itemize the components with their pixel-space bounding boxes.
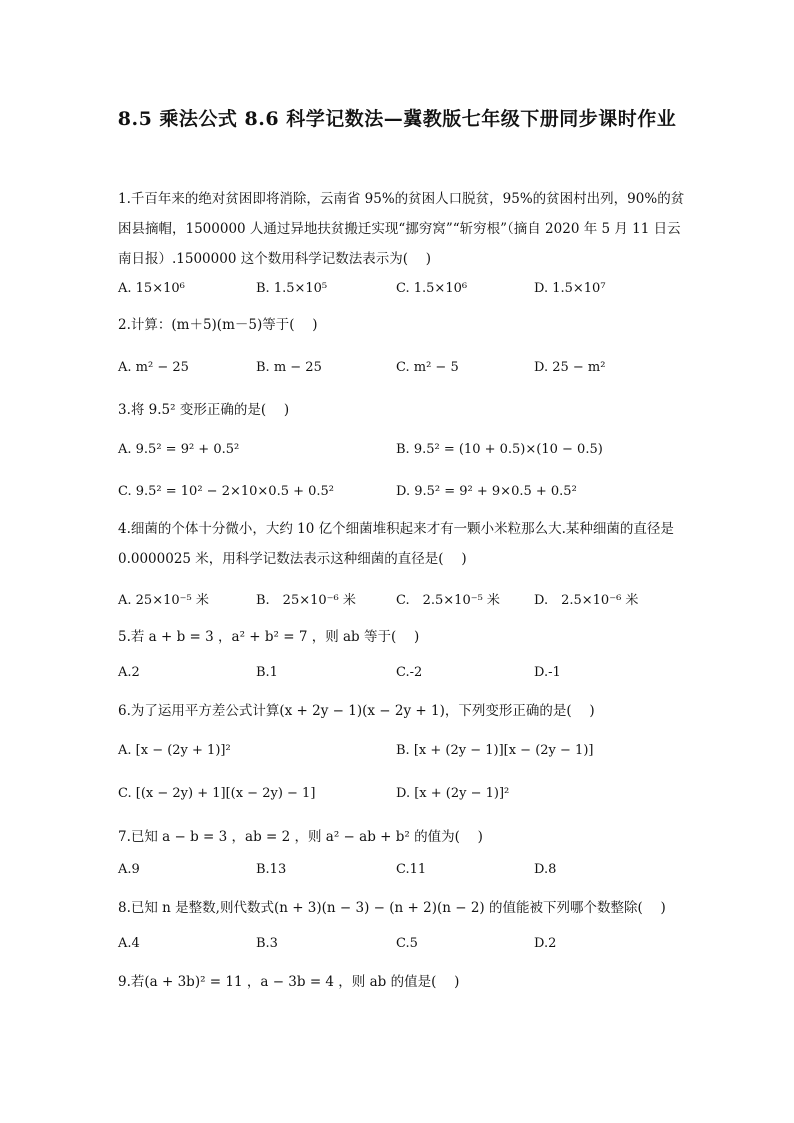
question-4-option-b[interactable]: B. 25×10⁻⁶ 米	[256, 593, 356, 608]
question-8-option-c[interactable]: C.5	[396, 936, 418, 951]
question-1-options	[118, 281, 698, 303]
question-3-option-b[interactable]: B. 9.5² = (10 + 0.5)×(10 − 0.5)	[396, 442, 603, 457]
question-6-option-d[interactable]: D. [x + (2y − 1)]²	[396, 786, 510, 801]
question-6-stem: 6.为了运用平方差公式计算(x + 2y − 1)(x − 2y + 1)，下列变形正确的是( )	[118, 703, 595, 719]
question-8-options	[118, 936, 698, 958]
question-9-stem: 9.若(a + 3b)² = 11 ，a − 3b = 4 ，则 ab 的值是( )	[118, 974, 460, 990]
question-4-option-a[interactable]: A. 25×10⁻⁵ 米	[118, 593, 209, 608]
question-6-option-a[interactable]: A. [x − (2y + 1)]²	[118, 743, 231, 758]
question-1-option-c[interactable]: C. 1.5×10⁶	[396, 281, 468, 296]
question-3-options-row2	[118, 484, 698, 506]
question-5-option-d[interactable]: D.-1	[534, 665, 561, 680]
question-6-option-b[interactable]: B. [x + (2y − 1)][x − (2y − 1)]	[396, 743, 594, 758]
question-4-stem: 4.细菌的个体十分微小，大约 10 亿个细菌堆积起来才有一颗小米粒那么大.某种细菌的直径是 0.0000025 米，用科学记数法表示这种细菌的直径是( )	[118, 521, 674, 567]
question-8-option-a[interactable]: A.4	[118, 936, 140, 951]
question-7-option-c[interactable]: C.11	[396, 862, 427, 877]
page-title: 8.5 乘法公式 8.6 科学记数法—冀教版七年级下册同步课时作业	[117, 108, 677, 130]
question-3-stem: 3.将 9.5² 变形正确的是( )	[118, 402, 290, 418]
question-7-options	[118, 862, 698, 884]
question-1-option-b[interactable]: B. 1.5×10⁵	[256, 281, 328, 296]
question-2-stem: 2.计算：(m＋5)(m－5)等于( )	[118, 317, 318, 333]
question-2-option-d[interactable]: D. 25 − m²	[534, 360, 606, 375]
question-4-options	[118, 589, 698, 611]
question-5-option-a[interactable]: A.2	[118, 665, 140, 680]
question-3-option-d[interactable]: D. 9.5² = 9² + 9×0.5 + 0.5²	[396, 484, 577, 499]
question-5-option-b[interactable]: B.1	[256, 665, 278, 680]
question-3-option-a[interactable]: A. 9.5² = 9² + 0.5²	[118, 442, 240, 457]
question-3-options-row1	[118, 442, 698, 464]
question-3-option-c[interactable]: C. 9.5² = 10² − 2×10×0.5 + 0.5²	[118, 484, 335, 499]
question-8-option-d[interactable]: D.2	[534, 936, 557, 951]
question-2-option-b[interactable]: B. m − 25	[256, 360, 322, 375]
question-2-option-a[interactable]: A. m² − 25	[118, 360, 189, 375]
question-7-option-d[interactable]: D.8	[534, 862, 557, 877]
question-6-option-c[interactable]: C. [(x − 2y) + 1][(x − 2y) − 1]	[118, 786, 316, 801]
question-6-options-row1	[118, 743, 698, 765]
question-1-option-d[interactable]: D. 1.5×10⁷	[534, 281, 606, 296]
question-8-stem: 8.已知 n 是整数,则代数式(n + 3)(n − 3) − (n + 2)(n − 2) 的值能被下列哪个数整除( )	[118, 900, 666, 916]
question-5-stem: 5.若 a + b = 3 ，a² + b² = 7 ，则 ab 等于( )	[118, 629, 420, 645]
question-2-option-c[interactable]: C. m² − 5	[396, 360, 459, 375]
question-7-option-b[interactable]: B.13	[256, 862, 287, 877]
question-5-options	[118, 665, 698, 687]
question-7-stem: 7.已知 a − b = 3 ，ab = 2 ，则 a² − ab + b² 的值为( )	[118, 829, 483, 845]
question-8-option-b[interactable]: B.3	[256, 936, 278, 951]
question-7-option-a[interactable]: A.9	[118, 862, 140, 877]
question-1-option-a[interactable]: A. 15×10⁶	[118, 281, 185, 296]
question-4-option-c[interactable]: C. 2.5×10⁻⁵ 米	[396, 593, 500, 608]
question-6-options-row2	[118, 786, 698, 808]
question-2-options	[118, 360, 698, 382]
question-4-option-d[interactable]: D. 2.5×10⁻⁶ 米	[534, 593, 639, 608]
question-5-option-c[interactable]: C.-2	[396, 665, 423, 680]
question-1-stem: 1.千百年来的绝对贫困即将消除，云南省 95%的贫困人口脱贫，95%的贫困村出列，90%的贫困县摘帽，1500000 人通过异地扶贫搬迁实现“挪穷窝”“斩穷根”（摘自 2020 年 5 月 11 日云南日报）.1500000 这个数用科学记数法表示为( )	[118, 191, 685, 267]
